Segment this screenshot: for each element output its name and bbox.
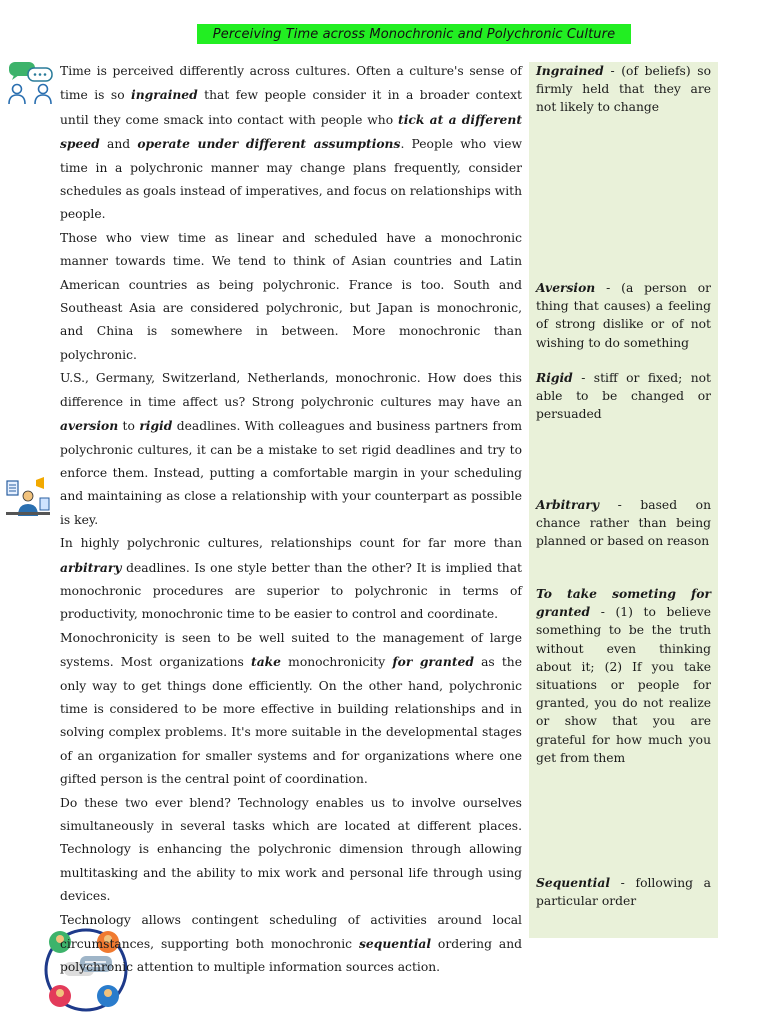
text-run: Monochronicity is seen to be well suited to the management of large systems. Most organizations xyxy=(60,630,522,670)
text-run: to xyxy=(118,419,140,434)
text-run: ordering and polychronic attention to multiple information sources action. xyxy=(60,937,522,975)
glossary-entry-sequential xyxy=(536,874,711,910)
paragraph xyxy=(60,792,522,909)
article-body xyxy=(60,60,522,980)
glossary-definition: - stiff or fixed; not able to be changed or persuaded xyxy=(536,371,711,422)
glossary-entry-arbitrary xyxy=(536,496,711,551)
glossary-definition: - (of beliefs) so firmly held that they are not likely to change xyxy=(536,64,711,115)
text-run: as the only way to get things done efficiently. On the other hand, polychronic time is considered to be more effective in building relationships and in solving complex problems. It's more suitable in the developmental stages of an organization for smaller systems and for organizations where one gifted person is the central point of coordination. xyxy=(60,655,522,787)
key-term: ingrained xyxy=(131,87,198,103)
paragraph xyxy=(60,367,522,532)
text-run: In highly polychronic cultures, relationships count for far more than xyxy=(60,536,522,551)
key-term: arbitrary xyxy=(60,559,122,575)
glossary-definition: - following a particular order xyxy=(536,876,711,909)
title-banner xyxy=(197,24,631,44)
text-run: Do these two ever blend? Technology enables us to involve ourselves simultaneously in several tasks which are located at different places. Technology is enhancing the polychronic dimension through allowing multitasking and the ability to mix work and personal life through using devices. xyxy=(60,795,522,904)
paragraph xyxy=(60,627,522,792)
glossary-term: Aversion xyxy=(536,280,596,295)
text-run: deadlines. With colleagues and business partners from polychronic cultures, it can be a mistake to set rigid deadlines and try to enforce them. Instead, putting a comfortable margin in your scheduling and maintaining as close a relationship with your counterpart as possible is key. xyxy=(60,419,523,527)
paragraph xyxy=(60,60,522,227)
glossary-definition: - (1) to believe something to be the truth without even thinking about it; (2) If you take situations or people for granted, you do not realize or show that you are grateful for how much you get from them xyxy=(536,605,711,765)
key-term: tick at a different speed xyxy=(60,111,522,152)
glossary-entry-ingrained xyxy=(536,62,711,117)
multitasking-worker-icon xyxy=(4,476,52,520)
page-title: Perceiving Time across Monochronic and Polychronic Culture xyxy=(212,26,616,42)
key-term: operate under different assumptions xyxy=(137,136,401,152)
conversation-icon xyxy=(6,60,56,106)
text-run: and xyxy=(99,137,138,152)
paragraph xyxy=(60,909,522,980)
glossary-term: To take someting for granted xyxy=(536,586,711,620)
glossary-term: Arbitrary xyxy=(536,497,600,512)
text-run: . People who view time in a polychronic manner may change plans frequently, consider schedules as goals instead of imperatives, and focus on relationships with people. xyxy=(60,137,523,222)
glossary-term: Ingrained xyxy=(536,63,604,78)
glossary-term: Sequential xyxy=(536,875,610,890)
text-run: deadlines. Is one style better than the other? It is implied that monochronic procedures are superior to polychronic in terms of productivity, monochronic time to be easier to control and coordinate. xyxy=(60,560,522,622)
text-run: U.S., Germany, Switzerland, Netherlands, monochronic. How does this difference in time affect us? Strong polychronic cultures may have an xyxy=(60,371,522,409)
text-run: monochronicity xyxy=(281,655,393,670)
text-run: Time is perceived differently across cultures. Often a culture's sense of time is so xyxy=(60,64,522,103)
text-run: Technology allows contingent scheduling of activities around local circumstances, supporting both monochronic xyxy=(60,912,522,952)
glossary-definition: - (a person or thing that causes) a feeling of strong dislike or of not wishing to do something xyxy=(536,281,711,350)
text-run: that few people consider it in a broader context until they come smack into contact with people who xyxy=(60,88,522,127)
key-term: aversion xyxy=(60,418,119,434)
glossary-entry-take-for-granted xyxy=(536,585,711,767)
glossary-definition: - based on chance rather than being planned or based on reason xyxy=(536,498,711,549)
glossary-term: Rigid xyxy=(536,370,573,385)
glossary-sidebar xyxy=(529,62,718,938)
glossary-entry-aversion xyxy=(536,279,711,352)
key-term: rigid xyxy=(139,418,173,434)
paragraph xyxy=(60,227,522,367)
key-term: take xyxy=(251,654,282,670)
paragraph xyxy=(60,532,522,627)
key-term: sequential xyxy=(358,936,432,952)
text-run: Those who view time as linear and scheduled have a monochronic manner towards time. We tend to think of Asian countries and Latin American countries as being polychronic. France is too. South and Southeast Asia are considered polychronic, but Japan is monochronic, and China is somewhere in between. More monochronic than polychronic. xyxy=(60,230,522,362)
key-term: for granted xyxy=(392,654,474,670)
glossary-entry-rigid xyxy=(536,369,711,424)
